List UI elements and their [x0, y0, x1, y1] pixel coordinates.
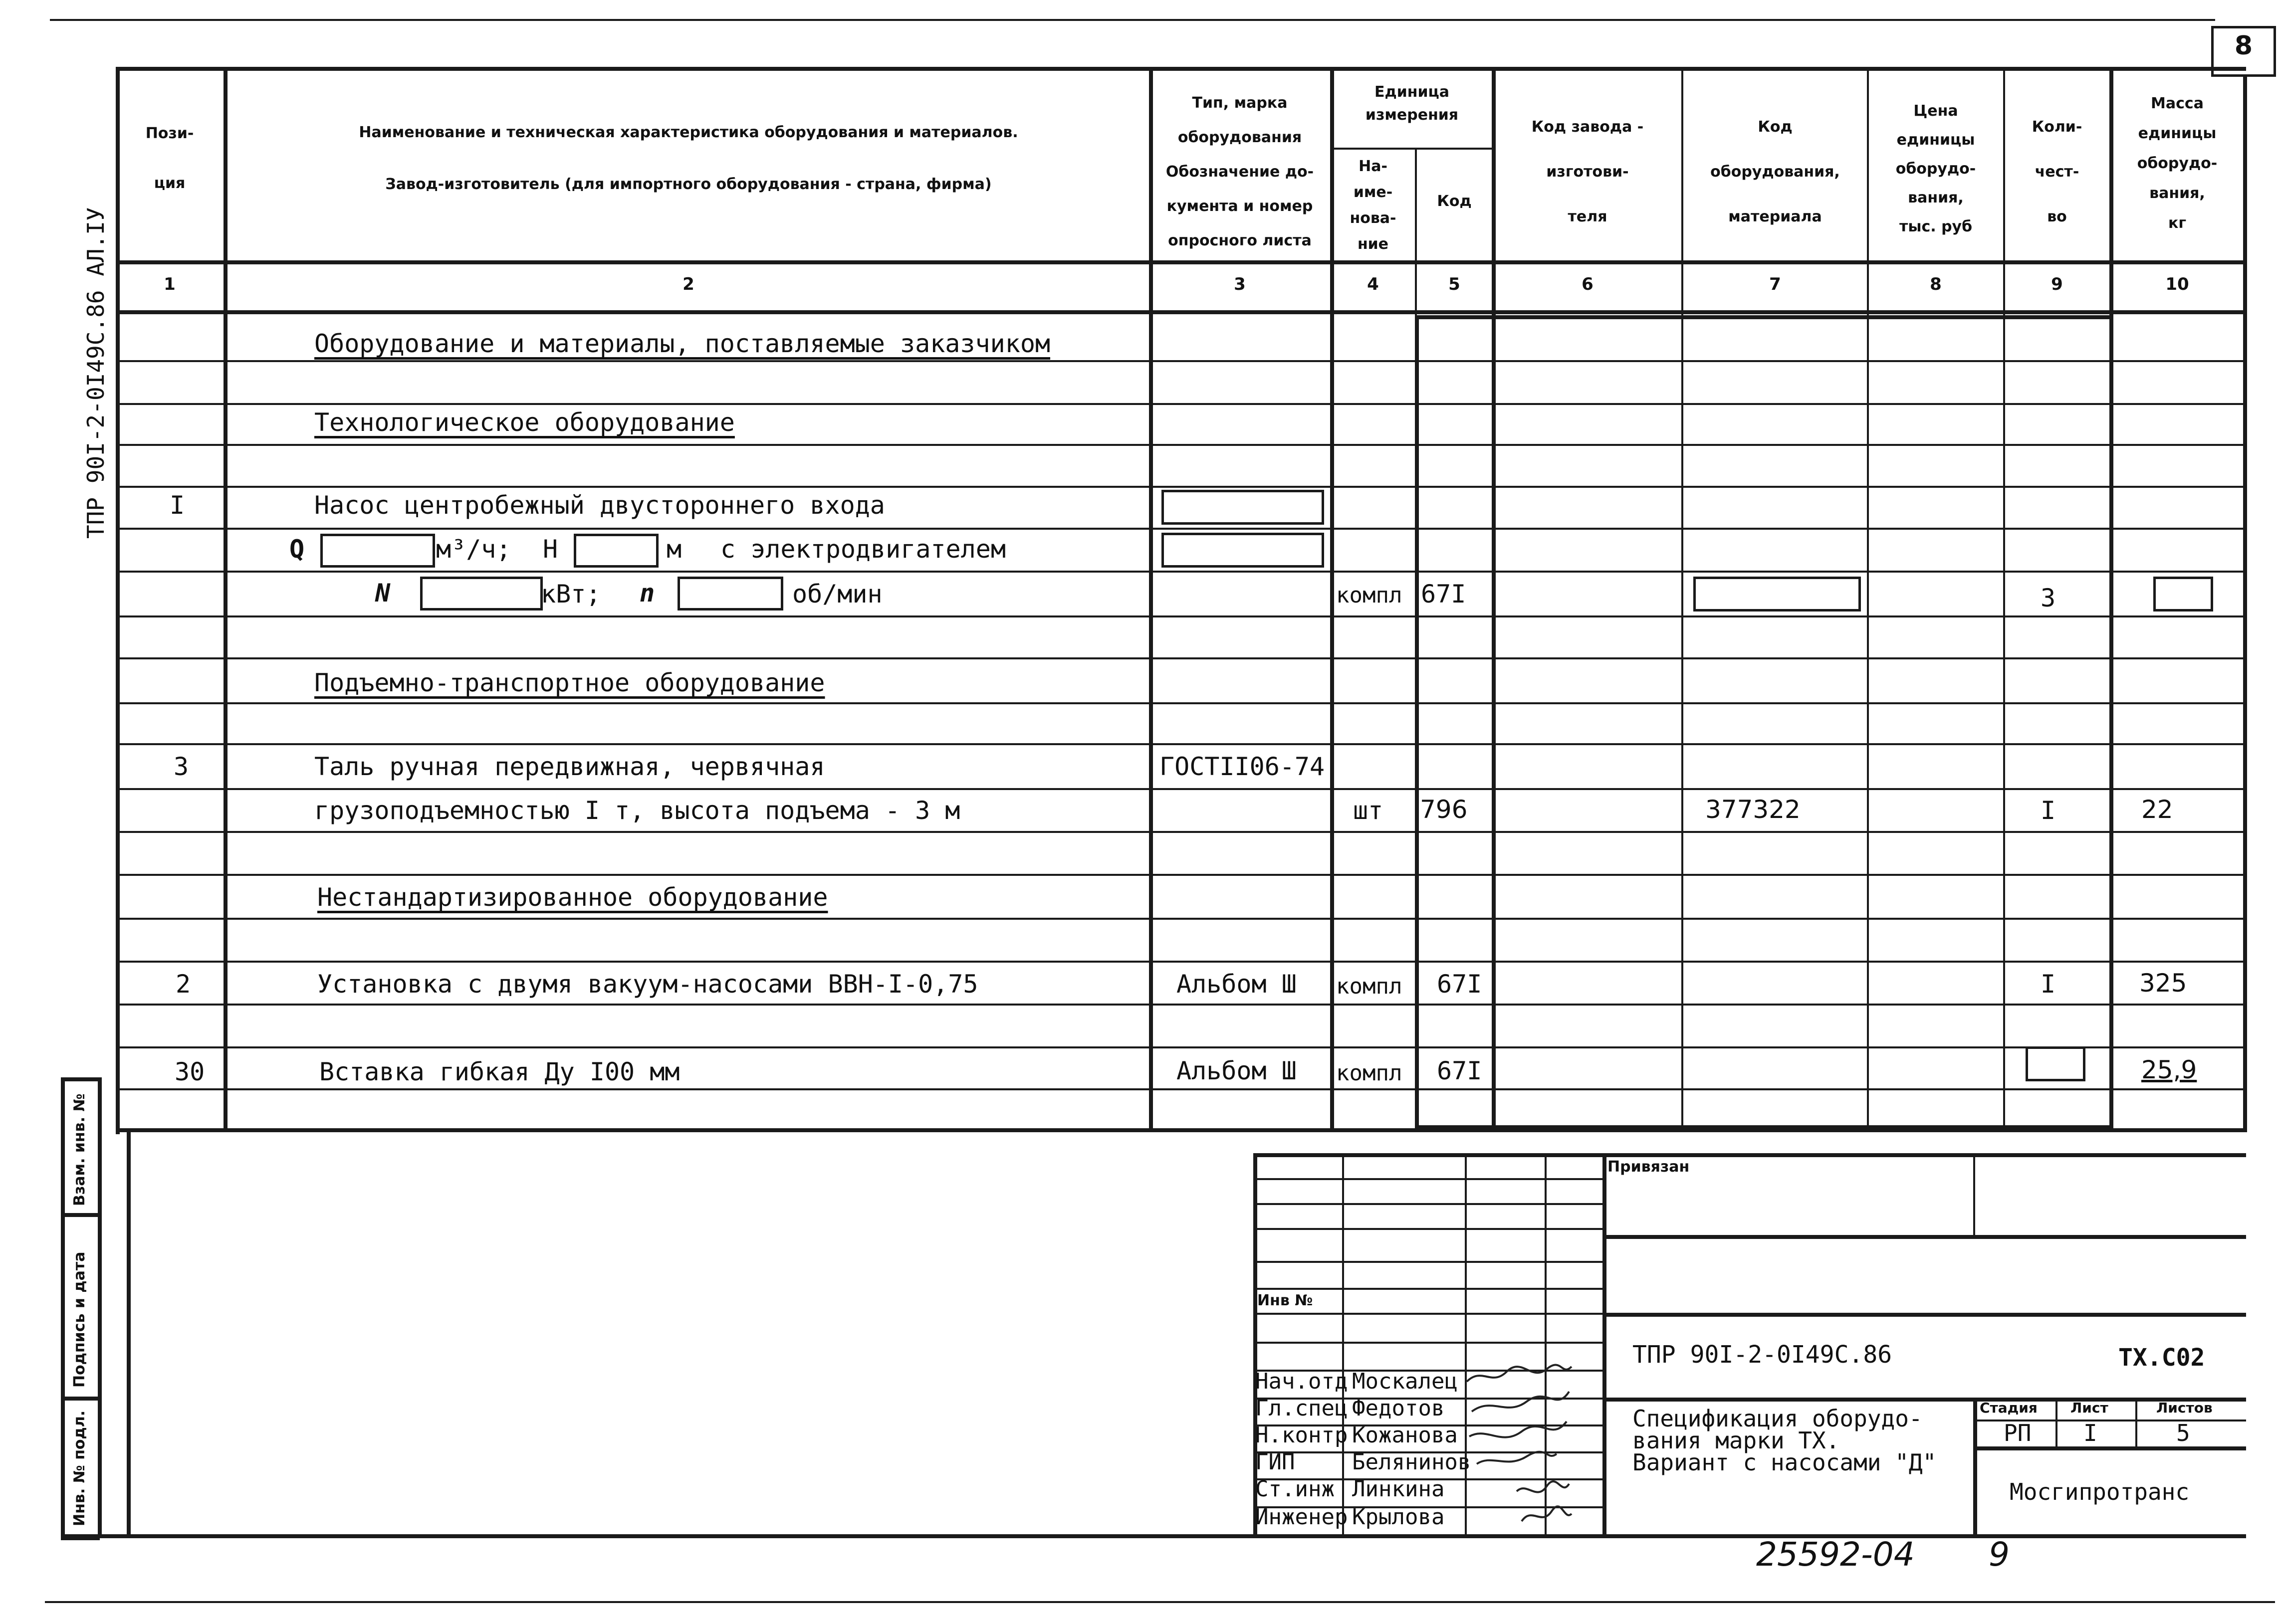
stage-value: РП: [2004, 1420, 2032, 1446]
header-position: Пози- ция: [145, 125, 194, 192]
header-quantity: Коли- чест- во: [2032, 118, 2082, 225]
side-stamp-left: [61, 1077, 65, 1536]
row1b-h-unit: м: [667, 535, 682, 564]
title-block-sheets-col: [2135, 1398, 2137, 1446]
name-dept-head: Москалец: [1352, 1369, 1458, 1394]
body-frame-top: [1415, 315, 2111, 319]
table-bottom-line: [116, 1128, 2246, 1132]
row1-unit-code: 67I: [1421, 580, 1466, 609]
sheet-label: Лист: [2070, 1400, 2108, 1416]
row30-position: 30: [175, 1057, 205, 1086]
header-mass: Масса единицы оборудо- вания, кг: [2137, 95, 2218, 232]
title-mark: ТХ.С02: [2118, 1344, 2205, 1372]
col-line-7: [1867, 67, 1869, 1129]
title-block-privyazan-col: [1973, 1153, 1975, 1235]
header-name-line1: Наименование и техническая характеристика оборудования и материалов.: [359, 124, 1018, 141]
row1b-q-label: Q: [289, 535, 305, 564]
row-line: [116, 444, 2246, 446]
archive-number: 25592-04: [1756, 1535, 1915, 1574]
row2-mass: 325: [2139, 969, 2187, 998]
drawing-bottom-frame: [61, 1534, 2246, 1538]
row3-equipment-code: 377322: [1705, 795, 1801, 824]
col-num-7: 7: [1769, 274, 1781, 294]
signature-3: [1469, 1421, 1567, 1437]
row3-unit-code: 796: [1420, 795, 1468, 824]
table-right-border: [2243, 75, 2247, 1132]
col-num-9: 9: [2051, 274, 2063, 294]
row-line: [116, 571, 2246, 573]
tb-grid: [1253, 1228, 1602, 1230]
row1b-h-label: Н: [543, 535, 558, 564]
row2-quantity: I: [2041, 970, 2056, 999]
col-line-8: [2003, 67, 2005, 1129]
col-line-1: [224, 67, 228, 1129]
row1c-rpm-label: n: [640, 579, 655, 608]
signature-2: [1472, 1392, 1569, 1412]
flow-rate-blank: [320, 534, 435, 568]
top-border: [50, 19, 2215, 21]
col-line-6: [1681, 67, 1683, 1129]
row-line: [116, 615, 2246, 617]
row3-type: ГОСТII06-74: [1159, 752, 1325, 781]
header-unit-group: Единица измерения: [1365, 83, 1459, 124]
row-line: [116, 874, 2246, 876]
row1c-power-unit: кВт;: [541, 580, 601, 609]
row30-unit-code: 67I: [1437, 1056, 1482, 1085]
row2-type: Альбом Ш: [1176, 970, 1297, 999]
row1b-q-unit: м³/ч;: [436, 535, 511, 564]
row2-unit-code: 67I: [1437, 970, 1482, 999]
row-line: [116, 657, 2246, 659]
row30-type: Альбом Ш: [1176, 1056, 1297, 1085]
header-name-line2: Завод-изготовитель (для импортного оборудования - страна, фирма): [385, 176, 992, 193]
col-num-8: 8: [1930, 274, 1942, 294]
signature-1: [1467, 1365, 1572, 1382]
role-chief-spec: Гл.спец: [1255, 1396, 1348, 1421]
role-senior-engineer: Ст.инж: [1255, 1476, 1335, 1502]
signature-4: [1477, 1452, 1557, 1464]
side-stamp-top: [61, 1077, 100, 1081]
row1-equipment-code-blank: [1693, 577, 1861, 611]
signature-5: [1517, 1481, 1569, 1492]
header-unit-code: Код: [1437, 193, 1472, 210]
row-line: [116, 788, 2246, 790]
row3-mass: 22: [2141, 795, 2173, 824]
header-type: Тип, марка оборудования Обозначение до- кумента и номер опросного листа: [1165, 94, 1314, 249]
title-block-line-1: [1602, 1235, 2246, 1239]
row-line: [116, 403, 2246, 405]
header-unit-name: На- име- нова- ние: [1350, 158, 1396, 253]
section-customer-supplied: Оборудование и материалы, поставляемые заказчиком: [314, 329, 1051, 358]
row30-unit: компл: [1336, 1060, 1402, 1086]
unit-group-line: [1330, 148, 1492, 150]
header-equipment-code: Код оборудования, материала: [1710, 118, 1840, 225]
side-stamp-line-2: [61, 1397, 100, 1401]
row-line: [116, 360, 2246, 362]
organization-name: Мосгипротранс: [2010, 1478, 2190, 1505]
side-stamp-line-1: [61, 1213, 100, 1217]
header-bottom-line: [116, 260, 2246, 264]
row2-name: Установка с двумя вакуум-насосами ВВН-I-0,75: [317, 970, 978, 999]
tb-grid: [1253, 1288, 1602, 1290]
col-num-4: 4: [1367, 274, 1379, 294]
side-document-code: ТПР 90I-2-0I49С.86 АЛ.IУ: [82, 207, 109, 539]
row1-quantity: 3: [2041, 584, 2056, 612]
row-line: [116, 831, 2246, 833]
archive-page: 9: [1989, 1535, 2010, 1574]
row1c-rpm-unit: об/мин: [792, 580, 883, 609]
row3-position: 3: [174, 752, 189, 781]
row1b-motor: с электродвигателем: [720, 535, 1006, 564]
section-technological: Технологическое оборудование: [314, 408, 735, 437]
row3-unit: шт: [1353, 796, 1383, 825]
title-block-line-3: [1602, 1398, 2246, 1402]
row-line: [116, 528, 2246, 530]
row1-name: Насос центробежный двустороннего входа: [314, 491, 885, 520]
row30-mass: 25,9: [2141, 1055, 2197, 1084]
privyazan-label: Привязан: [1607, 1158, 1690, 1176]
row-line: [116, 1088, 2246, 1090]
title-block-line-2: [1602, 1313, 2246, 1317]
side-stamp-signature-date: Подпись и дата: [71, 1251, 88, 1388]
side-stamp-original-inv: Инв. № подл.: [71, 1410, 88, 1526]
side-stamp-replace-inv: Взам. инв. №: [71, 1093, 88, 1206]
name-chief-engineer: Белянинов: [1352, 1449, 1471, 1475]
sheets-value: 5: [2176, 1420, 2190, 1446]
bottom-border: [45, 1601, 2275, 1603]
name-engineer: Крылова: [1352, 1504, 1445, 1530]
header-price: Цена единицы оборудо- вания, тыс. руб: [1895, 102, 1976, 235]
row-line: [116, 702, 2246, 704]
side-stamp-mid: [98, 1077, 102, 1536]
sheets-label: Листов: [2156, 1400, 2213, 1416]
col-num-3: 3: [1234, 274, 1246, 294]
tb-grid: [1253, 1342, 1602, 1344]
header-factory-code: Код завода - изготови- теля: [1531, 118, 1644, 225]
name-norm-control: Кожанова: [1352, 1422, 1458, 1448]
col-num-1: 1: [164, 274, 176, 294]
power-blank: [420, 577, 543, 610]
title-block-top: [1253, 1153, 2246, 1157]
head-blank: [574, 534, 659, 568]
row-line: [116, 486, 2246, 488]
row1-unit: компл: [1336, 583, 1402, 608]
row30-name: Вставка гибкая Ду I00 мм: [319, 1057, 680, 1086]
role-engineer: Инженер: [1255, 1504, 1348, 1530]
row3-quantity: I: [2041, 796, 2056, 825]
section-lifting: Подъемно-транспортное оборудование: [314, 668, 825, 697]
row2-unit: компл: [1336, 974, 1402, 999]
row3-name: Таль ручная передвижная, червячная: [314, 752, 825, 781]
sheet-value: I: [2083, 1420, 2097, 1446]
row30-quantity-blank: [2026, 1046, 2085, 1081]
title-block-stage-col: [1973, 1398, 1977, 1536]
section-non-standard: Нестандартизированное оборудование: [317, 883, 828, 912]
name-chief-spec: Федотов: [1352, 1396, 1445, 1421]
role-chief-engineer: ГИП: [1255, 1449, 1295, 1475]
col-num-2: 2: [683, 274, 694, 294]
table-top-border: [116, 67, 2246, 71]
row2-position: 2: [176, 970, 191, 999]
body-frame-left: [1415, 315, 1419, 1129]
row1c-power-label: N: [375, 579, 391, 608]
row1-type-blank: [1161, 490, 1324, 525]
title-block-org-line: [1973, 1446, 2246, 1450]
table-left-border: [116, 67, 120, 1134]
signature-6: [1522, 1506, 1572, 1521]
sheet-number: 8: [2234, 31, 2253, 61]
col-num-6: 6: [1582, 274, 1594, 294]
tb-grid: [1253, 1313, 1602, 1315]
row-line: [116, 918, 2246, 920]
name-senior-engineer: Линкина: [1352, 1476, 1445, 1502]
role-norm-control: Н.контр: [1255, 1422, 1348, 1448]
col-num-10: 10: [2165, 274, 2189, 294]
title-doc-code: ТПР 90I-2-0I49С.86: [1632, 1341, 1892, 1369]
row1-mass-blank: [2153, 577, 2213, 611]
tb-grid: [1253, 1178, 1602, 1180]
row1b-type-blank: [1161, 533, 1324, 568]
numbers-bottom-line: [116, 310, 2246, 314]
tb-grid: [1253, 1203, 1602, 1205]
title-block-main-left: [1602, 1153, 1606, 1536]
stage-label: Стадия: [1980, 1400, 2038, 1416]
row3b-name: грузоподъемностью I т, высота подъема - 3 м: [314, 796, 960, 825]
row-line: [116, 1004, 2246, 1006]
rpm-blank: [678, 577, 783, 610]
role-dept-head: Нач.отд: [1255, 1369, 1348, 1394]
row1-position: I: [170, 491, 185, 520]
title-block-sheet-col: [2055, 1398, 2057, 1446]
tb-grid: [1253, 1261, 1602, 1263]
signatures-svg: [1462, 1362, 1577, 1536]
title-document-name: Спецификация оборудо- вания марки ТХ. Вариант с насосами "Д": [1632, 1405, 1937, 1476]
row-line: [116, 961, 2246, 963]
row-line: [116, 743, 2246, 745]
side-stamp-right: [127, 1128, 131, 1537]
col-num-5: 5: [1448, 274, 1460, 294]
row-line: [116, 1046, 2246, 1048]
inv-no-label: Инв №: [1257, 1292, 1313, 1309]
